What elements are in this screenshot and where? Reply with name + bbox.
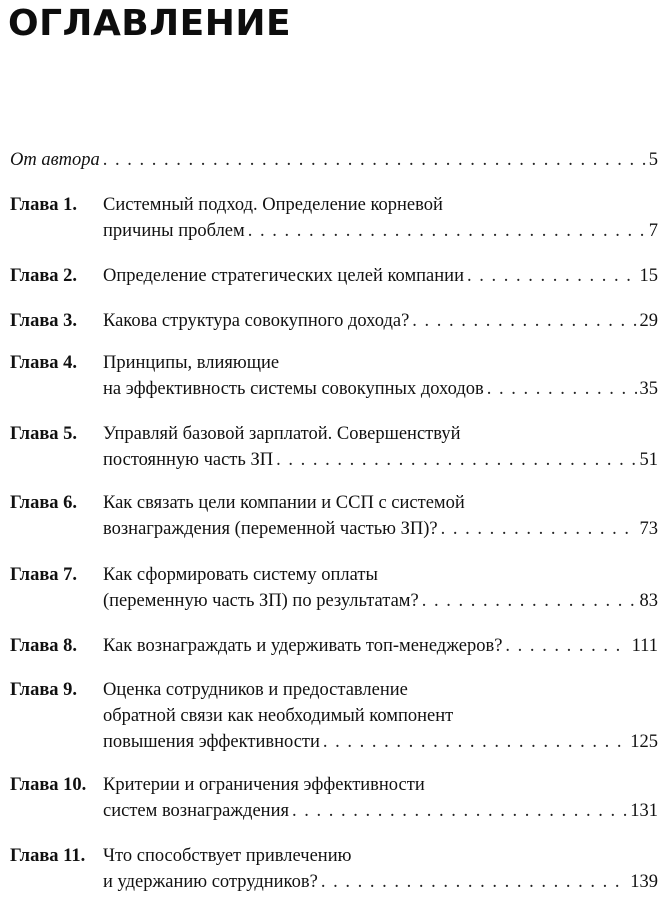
toc-entry-chapter-1[interactable] <box>10 192 658 244</box>
chapter-title-line: причины проблем <box>103 221 245 241</box>
toc-entry-chapter-6[interactable] <box>10 490 658 542</box>
toc-entry-chapter-10[interactable] <box>10 772 658 824</box>
chapter-title-line: Что способствует привлечению <box>103 846 352 866</box>
chapter-label: Глава 1. <box>10 195 78 215</box>
dot-leader <box>248 218 646 244</box>
toc-entry-chapter-4[interactable] <box>10 350 658 402</box>
chapter-label: Глава 2. <box>10 266 78 286</box>
dot-leader <box>321 869 627 895</box>
dot-leader <box>505 633 628 659</box>
toc-entry-chapter-3[interactable] <box>10 308 658 334</box>
chapter-label: Глава 4. <box>10 353 78 373</box>
dot-leader <box>422 588 637 614</box>
dot-leader <box>441 516 637 542</box>
dot-leader <box>412 308 636 334</box>
chapter-title-line: Управляй базовой зарплатой. Совершенствуй <box>103 424 461 444</box>
chapter-title-line: Определение стратегических целей компании <box>103 266 464 286</box>
chapter-label: Глава 10. <box>10 775 87 795</box>
chapter-title-line: Какова структура совокупного дохода? <box>103 311 410 331</box>
chapter-title-line: Как вознаграждать и удерживать топ-менеджеров? <box>103 636 503 656</box>
toc-entry-chapter-8[interactable] <box>10 633 658 659</box>
page-number: 15 <box>639 266 658 286</box>
toc-entry-chapter-7[interactable] <box>10 562 658 614</box>
chapter-title-line: постоянную часть ЗП <box>103 450 274 470</box>
chapter-title-line: и удержанию сотрудников? <box>103 872 318 892</box>
dot-leader <box>487 376 637 402</box>
toc-entry-chapter-5[interactable] <box>10 421 658 473</box>
chapter-title-line: Системный подход. Определение корневой <box>103 195 443 215</box>
chapter-title-line: обратной связи как необходимый компонент <box>103 706 454 726</box>
chapter-title-line: вознаграждения (переменной частью ЗП)? <box>103 519 438 539</box>
dot-leader <box>323 729 627 755</box>
chapter-label: Глава 6. <box>10 493 78 513</box>
toc-entry-chapter-11[interactable] <box>10 843 658 895</box>
page-number: 73 <box>639 519 658 539</box>
chapter-title-line: Критерии и ограничения эффективности <box>103 775 425 795</box>
chapter-title-line: повышения эффективности <box>103 732 320 752</box>
chapter-label: Глава 7. <box>10 565 78 585</box>
toc-entry-preface[interactable] <box>10 147 658 173</box>
chapter-title-line: Принципы, влияющие <box>103 353 280 373</box>
chapter-label: Глава 9. <box>10 680 78 700</box>
chapter-label: Глава 5. <box>10 424 78 444</box>
page-number: 5 <box>648 150 658 170</box>
chapter-title-line: Как сформировать систему оплаты <box>103 565 378 585</box>
page-number: 131 <box>630 801 658 821</box>
page-number: 29 <box>639 311 658 331</box>
chapter-label: Глава 11. <box>10 846 86 866</box>
toc-entry-chapter-9[interactable] <box>10 677 658 755</box>
page-number: 7 <box>648 221 658 241</box>
page-number: 111 <box>631 636 658 656</box>
page-number: 125 <box>630 732 658 752</box>
chapter-label: Глава 3. <box>10 311 78 331</box>
page-title: ОГЛАВЛЕНИЕ <box>8 3 292 44</box>
toc-entry-chapter-2[interactable] <box>10 263 658 289</box>
chapter-label: Глава 8. <box>10 636 78 656</box>
dot-leader <box>276 447 636 473</box>
chapter-title-line: на эффективность системы совокупных доходов <box>103 379 484 399</box>
page-number: 35 <box>639 379 658 399</box>
page-number: 51 <box>639 450 658 470</box>
chapter-title-line: Оценка сотрудников и предоставление <box>103 680 408 700</box>
chapter-title-line: (переменную часть ЗП) по результатам? <box>103 591 419 611</box>
page-number: 83 <box>639 591 658 611</box>
dot-leader <box>292 798 627 824</box>
page-number: 139 <box>630 872 658 892</box>
dot-leader <box>103 147 646 173</box>
preface-title: От автора <box>10 150 100 170</box>
chapter-title-line: систем вознаграждения <box>103 801 289 821</box>
dot-leader <box>467 263 637 289</box>
chapter-title-line: Как связать цели компании и ССП с системой <box>103 493 465 513</box>
